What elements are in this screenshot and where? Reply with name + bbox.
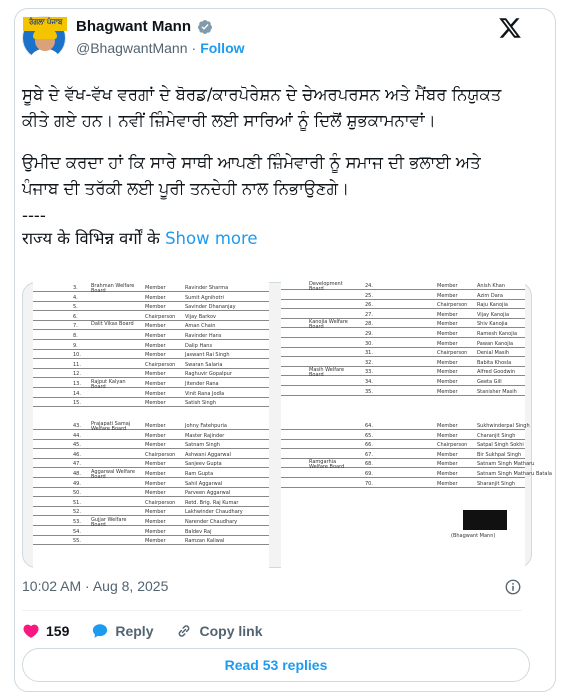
document-row-role: Member bbox=[145, 304, 166, 311]
document-row-number: 29. bbox=[365, 331, 373, 337]
document-row-person: Parveen Aggarwal bbox=[185, 490, 231, 497]
tweet-paragraph-1: ਸੂਬੇ ਦੇ ਵੱਖ-ਵੱਖ ਵਰਗਾਂ ਦੇ ਬੋਰਡ/ਕਾਰਪੋਰੇਸ਼ਨ ਦੇ ਚੇਅਰਪਰਸਨ ਅਤੇ ਮੈਂਬਰ ਨਿਯੁਕਤ ਕੀਤੇ ਗਏ ਹਨ। ਨਵੀਂ ਜ਼ਿੰਮੇਵਾਰੀ ਲਈ ਸਾਰਿਆਂ ਨੂੰ ਦਿਲੋਂ ਸ਼ੁਭਕਾਮਨਾਵਾਂ। bbox=[22, 85, 502, 130]
document-row-board: Prajapati Samaj Welfare Board bbox=[91, 420, 131, 432]
document-row bbox=[33, 498, 269, 507]
tweet-time[interactable]: 10:02 AM bbox=[22, 578, 82, 594]
info-icon[interactable] bbox=[504, 578, 522, 596]
document-row bbox=[281, 358, 525, 367]
tweet-paragraph-2: ਉਮੀਦ ਕਰਦਾ ਹਾਂ ਕਿ ਸਾਰੇ ਸਾਥੀ ਆਪਣੀ ਜ਼ਿੰਮੇਵਾਰੀ ਨੂੰ ਸਮਾਜ ਦੀ ਭਲਾਈ ਅਤੇ ਪੰਜਾਬ ਦੀ ਤਰੱਕੀ ਲਈ ਪੂਰੀ ਤਨਦੇਹੀ ਨਾਲ ਨਿਭਾਉਣਗੇ। bbox=[22, 153, 481, 198]
document-row bbox=[33, 398, 269, 407]
document-row bbox=[281, 367, 525, 376]
document-row bbox=[33, 293, 269, 302]
document-row bbox=[33, 479, 269, 488]
document-row-person: Johny Fatehpuria bbox=[185, 423, 227, 429]
document-row-board: Ramgarhia Welfare Board bbox=[309, 458, 345, 470]
document-page-left bbox=[33, 281, 269, 569]
document-row bbox=[33, 369, 269, 378]
document-row-role: Member bbox=[437, 340, 458, 347]
document-row-board: Brahman Welfare Board bbox=[91, 282, 135, 294]
document-row-number: 51. bbox=[73, 499, 81, 506]
document-row-number: 11. bbox=[73, 361, 81, 368]
document-row-role: Member bbox=[145, 400, 166, 407]
document-row-person: Geeta Gill bbox=[477, 379, 502, 385]
verified-badge-icon bbox=[197, 19, 213, 35]
document-row-board: Masih Welfare Board bbox=[309, 366, 345, 378]
document-row bbox=[281, 421, 530, 430]
document-row-person: Stanisher Masih bbox=[477, 388, 517, 395]
read-replies-button[interactable]: Read 53 replies bbox=[22, 648, 530, 682]
tweet-text bbox=[22, 82, 522, 252]
document-row-number: 32. bbox=[365, 359, 373, 366]
document-row-role: Member bbox=[145, 461, 166, 468]
document-row-role: Member bbox=[145, 390, 166, 397]
document-row bbox=[281, 300, 525, 309]
document-row-role: Member bbox=[437, 423, 458, 429]
document-row-number: 69. bbox=[365, 471, 373, 477]
document-row-person: Denial Masih bbox=[477, 350, 510, 357]
document-row-role: Member bbox=[145, 519, 166, 525]
document-row bbox=[33, 459, 269, 468]
document-row-board: Development Board bbox=[309, 280, 343, 292]
document-row-person: Lakhwinder Chaudhary bbox=[185, 509, 243, 516]
document-row-role: Member bbox=[437, 432, 458, 439]
document-row-number: 33. bbox=[365, 369, 373, 376]
document-row-role: Chairperson bbox=[145, 499, 176, 506]
document-row-role: Member bbox=[145, 352, 166, 359]
document-row-role: Member bbox=[437, 283, 458, 289]
document-row-role: Member bbox=[145, 509, 166, 516]
document-row bbox=[33, 507, 269, 516]
document-row-role: Member bbox=[437, 471, 458, 477]
document-row-person: Ramesh Kanojia bbox=[477, 331, 518, 337]
document-row-role: Member bbox=[437, 321, 458, 328]
document-row-role: Member bbox=[437, 311, 458, 318]
author-name[interactable]: Bhagwant Mann bbox=[76, 18, 191, 35]
document-row bbox=[33, 450, 269, 459]
document-row-number: 48. bbox=[73, 471, 81, 477]
document-row-person: Ram Gupta bbox=[185, 471, 214, 477]
document-row bbox=[33, 302, 269, 311]
document-row bbox=[33, 341, 269, 350]
document-row-role: Chairperson bbox=[145, 313, 176, 320]
tweet-separator-line: ---- bbox=[22, 206, 46, 225]
document-row-number: 13. bbox=[73, 381, 81, 387]
document-row-board: Gujjar Welfare Board bbox=[91, 516, 127, 528]
document-row-number: 28. bbox=[365, 321, 373, 328]
document-row bbox=[33, 421, 269, 430]
document-row-person: Swaran Salaria bbox=[185, 361, 223, 368]
like-count: 159 bbox=[46, 623, 70, 639]
document-row-number: 54. bbox=[73, 528, 81, 535]
document-row-person: Charanjit Singh bbox=[477, 432, 516, 439]
document-row-person: Aman Chain bbox=[185, 323, 216, 330]
document-row bbox=[281, 329, 525, 338]
document-row-person: Anish Khan bbox=[477, 283, 506, 289]
document-row bbox=[281, 431, 525, 440]
tweet-header bbox=[22, 14, 522, 66]
document-row-number: 46. bbox=[73, 451, 81, 458]
document-row-person: Pawan Kanojia bbox=[477, 340, 514, 347]
document-row-number: 5. bbox=[73, 304, 78, 311]
document-row-person: Babita Khosla bbox=[477, 359, 512, 366]
document-row-person: Ravinder Sharma bbox=[185, 285, 229, 291]
document-row-number: 12. bbox=[73, 371, 81, 378]
document-row-role: Member bbox=[145, 432, 166, 439]
document-row-role: Chairperson bbox=[437, 350, 468, 357]
document-row-person: Azim Dara bbox=[477, 292, 503, 299]
document-row bbox=[33, 331, 269, 340]
document-row-number: 3. bbox=[73, 285, 78, 291]
document-row-role: Member bbox=[437, 379, 458, 385]
reply-label: Reply bbox=[115, 623, 154, 639]
document-row-number: 70. bbox=[365, 480, 373, 487]
document-row-person: Satpal Singh Sokhi bbox=[477, 442, 524, 449]
reply-bubble-icon bbox=[91, 622, 109, 640]
document-row-person: Vijay Barkov bbox=[185, 313, 216, 320]
document-row-number: 47. bbox=[73, 461, 81, 468]
document-row bbox=[281, 319, 525, 328]
document-row bbox=[281, 281, 525, 290]
tweet-meta bbox=[22, 578, 522, 600]
signature-label: (Bhagwant Mann) bbox=[451, 533, 496, 539]
document-row-person: Master Rajinder bbox=[185, 432, 225, 439]
document-row bbox=[33, 517, 269, 526]
document-row-number: 6. bbox=[73, 313, 78, 320]
document-row bbox=[33, 469, 269, 478]
document-row-number: 53. bbox=[73, 519, 81, 525]
document-row bbox=[281, 339, 525, 348]
document-row bbox=[281, 377, 525, 386]
document-row-person: Ramzan Kaliwal bbox=[185, 538, 225, 545]
document-row-role: Member bbox=[437, 388, 458, 395]
handle-separator: · bbox=[191, 40, 197, 56]
document-row-role: Member bbox=[145, 371, 166, 378]
document-row-number: 45. bbox=[73, 442, 81, 449]
document-row bbox=[281, 469, 552, 478]
document-row-person: Dalip Hans bbox=[185, 342, 213, 349]
tweet-actions bbox=[22, 620, 522, 642]
document-row-person: Sumit Agnihotri bbox=[185, 294, 224, 301]
tweet-image[interactable] bbox=[22, 280, 552, 568]
document-row-board: Rajput Kalyan Board bbox=[91, 378, 126, 390]
document-row-number: 7. bbox=[73, 323, 78, 330]
document-row bbox=[33, 431, 269, 440]
document-row-number: 55. bbox=[73, 538, 81, 545]
document-row-number: 68. bbox=[365, 461, 373, 468]
document-row bbox=[33, 440, 269, 449]
show-more-link[interactable]: Show more bbox=[165, 229, 258, 248]
document-row-person: Satish Singh bbox=[185, 400, 217, 407]
document-row-person: Sharanjit Singh bbox=[477, 480, 516, 487]
document-row-number: 34. bbox=[365, 379, 373, 385]
document-row-role: Member bbox=[437, 480, 458, 487]
document-row-person: Narender Chaudhary bbox=[185, 519, 238, 525]
follow-button[interactable]: Follow bbox=[200, 40, 245, 56]
document-row-number: 27. bbox=[365, 311, 373, 318]
document-row-number: 9. bbox=[73, 342, 78, 349]
document-row bbox=[33, 536, 269, 545]
document-row-number: 52. bbox=[73, 509, 81, 516]
document-row bbox=[33, 488, 269, 497]
document-row-number: 15. bbox=[73, 400, 81, 407]
document-row-board: Aggarwal Welfare Board bbox=[91, 468, 135, 480]
x-logo-icon[interactable] bbox=[498, 16, 522, 40]
document-row-role: Chairperson bbox=[145, 451, 176, 458]
document-row-number: 49. bbox=[73, 480, 81, 487]
like-button[interactable] bbox=[22, 622, 69, 640]
document-row-number: 66. bbox=[365, 442, 373, 449]
document-row bbox=[281, 440, 525, 449]
document-row-role: Member bbox=[145, 471, 166, 477]
document-row-number: 24. bbox=[365, 283, 373, 289]
document-row-person: Ashwani Aggarwal bbox=[185, 451, 231, 458]
document-row-role: Member bbox=[437, 331, 458, 337]
document-row-role: Member bbox=[437, 369, 458, 376]
document-row-person: Baldev Raj bbox=[185, 528, 212, 535]
document-row-role: Member bbox=[437, 292, 458, 299]
document-row-person: Savinder Dhananjay bbox=[185, 304, 236, 311]
document-row-number: 26. bbox=[365, 302, 373, 309]
document-row bbox=[281, 450, 525, 459]
document-row-role: Chairperson bbox=[437, 442, 468, 449]
document-row-person: Satnam Singh Matharu Batala bbox=[477, 471, 552, 477]
avatar[interactable] bbox=[22, 16, 66, 60]
document-row-board: Dalit Vikas Board bbox=[91, 320, 134, 327]
document-row bbox=[33, 321, 269, 330]
document-row bbox=[281, 348, 525, 357]
document-row-person: Ravinder Hans bbox=[185, 333, 222, 339]
author-handle[interactable]: @BhagwantMann bbox=[76, 40, 188, 56]
document-row-person: Raju Kanojia bbox=[477, 302, 508, 309]
copy-link-label: Copy link bbox=[199, 623, 263, 639]
document-row-number: 35. bbox=[365, 388, 373, 395]
document-row-person: Jitender Rana bbox=[185, 381, 219, 387]
document-row-role: Member bbox=[145, 490, 166, 497]
document-row-role: Member bbox=[437, 359, 458, 366]
document-row-role: Member bbox=[145, 480, 166, 487]
document-row-number: 67. bbox=[365, 451, 373, 458]
document-row-board: Kanojia Welfare Board bbox=[309, 318, 348, 330]
link-icon bbox=[175, 622, 193, 640]
document-row bbox=[33, 360, 269, 369]
document-row bbox=[33, 350, 269, 359]
document-row-person: Retd. Brig. Raj Kumar bbox=[185, 499, 239, 506]
document-row-number: 31. bbox=[365, 350, 373, 357]
document-row-role: Member bbox=[145, 294, 166, 301]
document-row bbox=[33, 527, 269, 536]
document-row-role: Chairperson bbox=[145, 361, 176, 368]
document-row-number: 25. bbox=[365, 292, 373, 299]
document-row-person: Sanjeev Gupta bbox=[185, 461, 222, 468]
document-row bbox=[33, 283, 269, 292]
document-row-person: Satnam Singh bbox=[185, 442, 220, 449]
reply-button[interactable] bbox=[91, 622, 153, 640]
meta-separator: · bbox=[85, 578, 90, 594]
document-row-number: 44. bbox=[73, 432, 81, 439]
document-row-role: Member bbox=[437, 461, 458, 468]
document-row-number: 30. bbox=[365, 340, 373, 347]
tweet-paragraph-3: राज्य के विभिन्न वर्गों के bbox=[22, 229, 160, 248]
document-row-person: Satnam Singh Matharu bbox=[477, 461, 535, 468]
document-row-role: Member bbox=[145, 381, 166, 387]
document-row-number: 14. bbox=[73, 390, 81, 397]
document-row-role: Member bbox=[145, 423, 166, 429]
document-row-person: Shiv Kanojia bbox=[477, 321, 508, 328]
divider bbox=[22, 610, 522, 611]
document-row-person: Bir Sukhpal Singh bbox=[477, 451, 522, 458]
document-row-number: 43. bbox=[73, 423, 81, 429]
document-row-person: Jaswant Rai Singh bbox=[185, 352, 230, 359]
document-row-number: 10. bbox=[73, 352, 81, 359]
document-row bbox=[33, 312, 269, 321]
document-row bbox=[281, 479, 525, 488]
document-row bbox=[33, 389, 269, 398]
document-row-role: Member bbox=[145, 538, 166, 545]
copy-link-button[interactable] bbox=[175, 622, 262, 640]
document-row-person: Alfred Goodwin bbox=[477, 369, 516, 376]
document-row-number: 50. bbox=[73, 490, 81, 497]
document-row-person: Vijay Kanojia bbox=[477, 311, 510, 318]
document-row bbox=[281, 291, 525, 300]
document-row-role: Member bbox=[145, 333, 166, 339]
document-row-role: Member bbox=[145, 285, 166, 291]
document-row bbox=[33, 379, 269, 388]
document-row-number: 4. bbox=[73, 294, 78, 301]
document-row-person: Sukhwinderpal Singh bbox=[477, 423, 530, 429]
document-row bbox=[281, 387, 525, 396]
document-row-person: Raghuvir Gopalpur bbox=[185, 371, 232, 378]
document-row bbox=[281, 310, 525, 319]
document-row-role: Chairperson bbox=[437, 302, 468, 309]
heart-icon bbox=[22, 622, 40, 640]
document-row-role: Member bbox=[145, 342, 166, 349]
avatar-banner-text: ਰੰਗਲਾ ਪੰਜਾਬ bbox=[29, 19, 63, 26]
document-row bbox=[281, 458, 535, 470]
document-row-role: Member bbox=[145, 528, 166, 535]
document-row-number: 8. bbox=[73, 333, 78, 339]
document-row-person: Sahil Aggarwal bbox=[185, 480, 223, 487]
tweet-date[interactable]: Aug 8, 2025 bbox=[92, 578, 169, 594]
document-row-person: Vinit Rana Jodla bbox=[185, 390, 225, 397]
document-row-role: Member bbox=[145, 323, 166, 330]
document-row-role: Member bbox=[145, 442, 166, 449]
document-row-number: 65. bbox=[365, 432, 373, 439]
redacted-block bbox=[463, 510, 507, 530]
document-row-number: 64. bbox=[365, 423, 373, 429]
document-row-role: Member bbox=[437, 451, 458, 458]
